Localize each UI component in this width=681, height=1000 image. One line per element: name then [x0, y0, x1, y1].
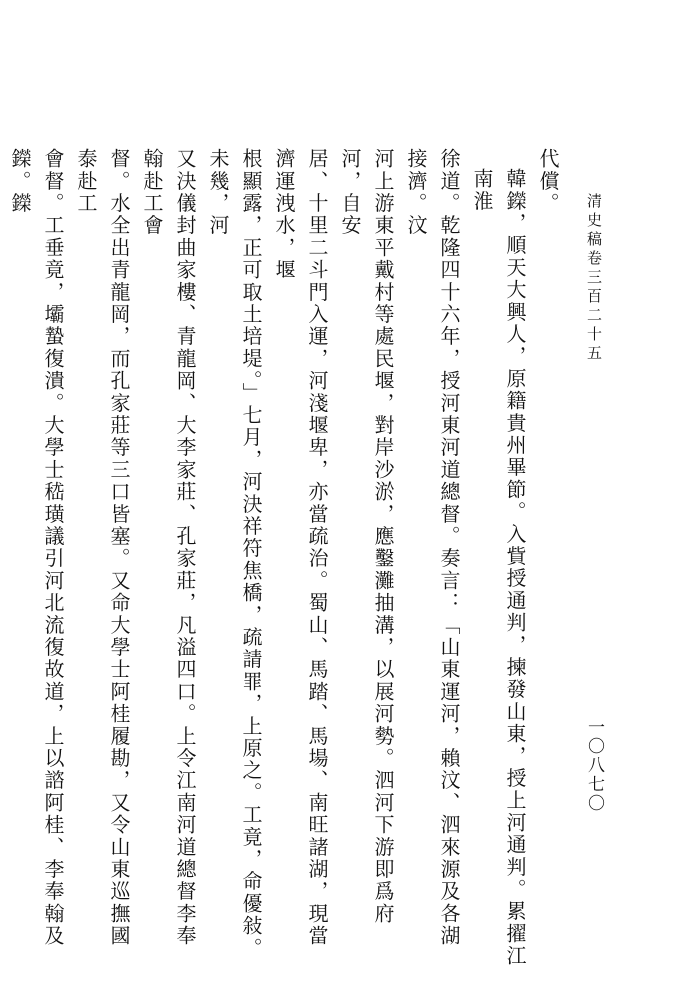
- text-line: 河上游東平戴村等處民堰，對岸沙淤，應鑿灘抽溝，以展河勢。泗河下游即爲府河，自安: [338, 148, 395, 925]
- text-line: 根顯露，正可取土培堤。」七月，河決祥符焦橋，疏請罪，上原之。工竟，命優敍。未幾，河: [206, 148, 263, 960]
- page-number: 一〇八七〇: [584, 718, 604, 813]
- text-line: 代償。: [536, 148, 560, 215]
- text-line: [0, 148, 3, 968]
- text-line: 居、十里二斗門入運，河淺堰卑，亦當疏治。蜀山、馬踏、馬場、南旺諸湖，現當濟運洩水，堰: [272, 148, 329, 948]
- body-text: [8, 148, 564, 968]
- text-line: 韓鑅，順天大興人，原籍貴州畢節。入貲授通判，揀發山東，授上河通判。累擢江南淮: [470, 168, 527, 968]
- running-title: 清史稿卷三百二十五: [585, 193, 603, 364]
- text-line: 督。水全出青龍岡，而孔家莊等三口皆塞。又命大學士阿桂履勘，又令山東巡撫國泰赴工: [74, 148, 131, 948]
- text-line: 又決儀封曲家樓、青龍岡、大李家莊、孔家莊，凡溢四口。上令江南河道總督李奉翰赴工會: [140, 148, 197, 948]
- text-line: 徐道。乾隆四十六年，授河東河道總督。奏言：「山東運河，賴汶、泗來源及各湖接濟。汶: [404, 148, 461, 948]
- text-line: 會督。工垂竟，壩蟄復潰。大學士嵇璜議引河北流復故道，上以諮阿桂、李奉翰及鑅。鑅: [8, 148, 65, 948]
